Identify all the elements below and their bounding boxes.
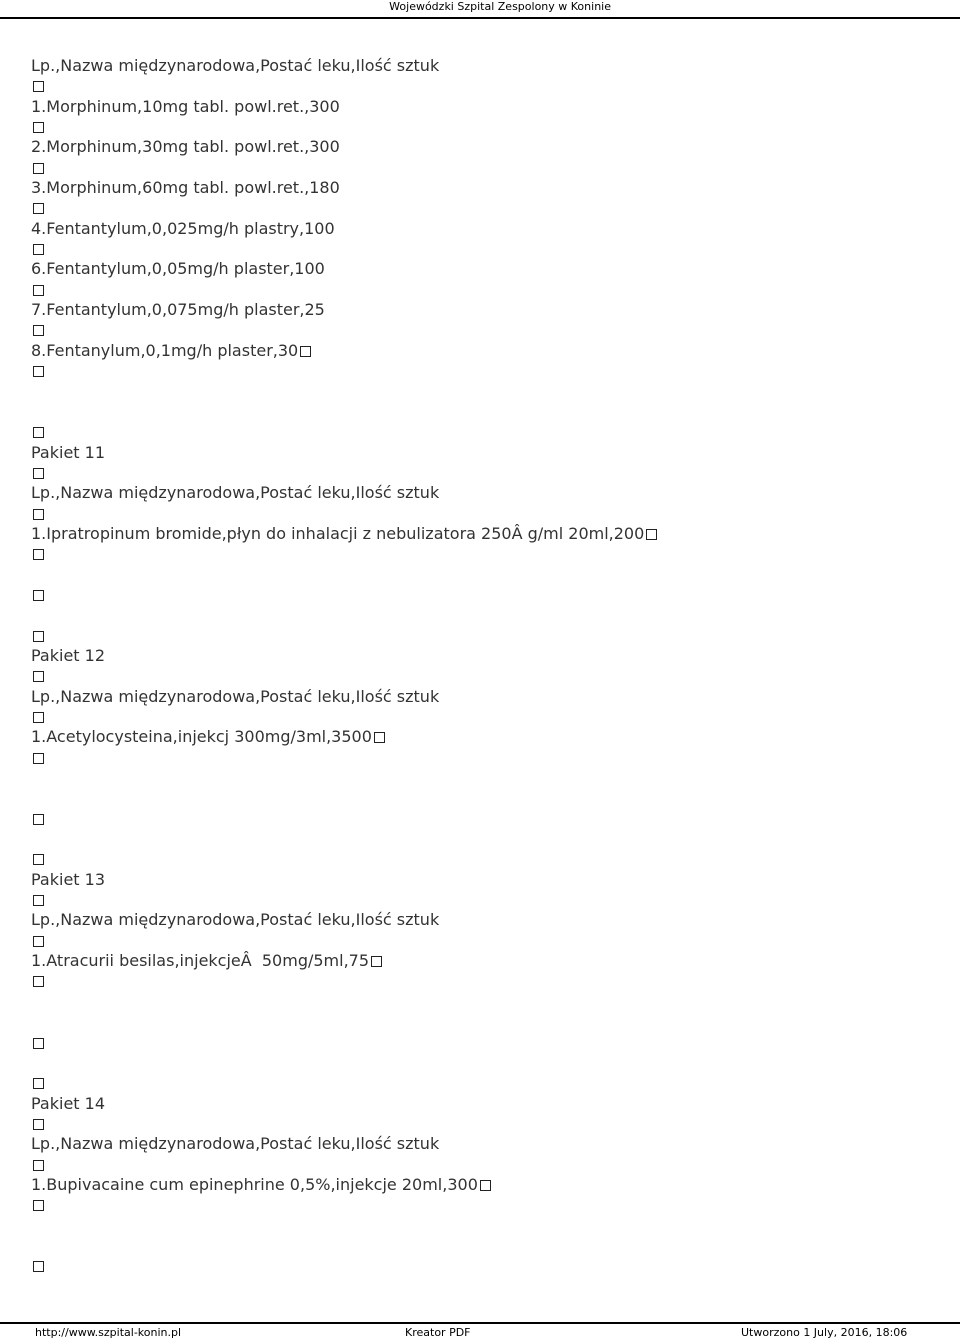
missing-glyph-box-icon bbox=[33, 1160, 44, 1171]
footer-generator: Kreator PDF bbox=[405, 1326, 471, 1339]
document-line bbox=[31, 992, 931, 1012]
document-line bbox=[31, 137, 931, 157]
document-line bbox=[31, 646, 931, 666]
document-line bbox=[31, 56, 931, 76]
document-line bbox=[31, 748, 931, 768]
line-text: 4.Fentantylum,0,025mg/h plastry,100 bbox=[31, 218, 335, 238]
document-line bbox=[31, 1236, 931, 1256]
document-line bbox=[31, 76, 931, 96]
document-line bbox=[31, 931, 931, 951]
document-line bbox=[31, 565, 931, 585]
document-line bbox=[31, 870, 931, 890]
missing-glyph-box-icon bbox=[480, 1180, 491, 1191]
document-line bbox=[31, 219, 931, 239]
line-text: Pakiet 13 bbox=[31, 869, 106, 889]
document-line bbox=[31, 768, 931, 788]
missing-glyph-box-icon bbox=[33, 122, 44, 133]
missing-glyph-box-icon bbox=[33, 753, 44, 764]
missing-glyph-box-icon bbox=[33, 1038, 44, 1049]
document-line bbox=[31, 524, 931, 544]
missing-glyph-box-icon bbox=[374, 732, 385, 743]
missing-glyph-box-icon bbox=[33, 590, 44, 601]
document-line bbox=[31, 1155, 931, 1175]
document-line bbox=[31, 910, 931, 930]
missing-glyph-box-icon bbox=[33, 814, 44, 825]
document-line bbox=[31, 97, 931, 117]
document-line bbox=[31, 951, 931, 971]
document-line bbox=[31, 1012, 931, 1032]
missing-glyph-box-icon bbox=[33, 549, 44, 560]
line-text: 8.Fentanylum,0,1mg/h plaster,30 bbox=[31, 340, 299, 360]
missing-glyph-box-icon bbox=[646, 529, 657, 540]
missing-glyph-box-icon bbox=[33, 244, 44, 255]
footer-divider bbox=[0, 1322, 960, 1324]
missing-glyph-box-icon bbox=[33, 203, 44, 214]
document-line bbox=[31, 320, 931, 340]
line-text: Lp.,Nazwa międzynarodowa,Postać leku,Ilość sztuk bbox=[31, 1134, 440, 1154]
document-line bbox=[31, 585, 931, 605]
document-line bbox=[31, 809, 931, 829]
line-text: 3.Morphinum,60mg tabl. powl.ret.,180 bbox=[31, 178, 340, 198]
document-line bbox=[31, 280, 931, 300]
document-line bbox=[31, 463, 931, 483]
missing-glyph-box-icon bbox=[33, 1119, 44, 1130]
document-line bbox=[31, 198, 931, 218]
document-line bbox=[31, 1216, 931, 1236]
document-line bbox=[31, 1053, 931, 1073]
header-divider bbox=[0, 17, 960, 19]
missing-glyph-box-icon bbox=[33, 976, 44, 987]
document-line bbox=[31, 443, 931, 463]
missing-glyph-box-icon bbox=[33, 671, 44, 682]
footer-created-date: Utworzono 1 July, 2016, 18:06 bbox=[741, 1326, 908, 1339]
line-text: 1.Morphinum,10mg tabl. powl.ret.,300 bbox=[31, 96, 340, 116]
document-line bbox=[31, 483, 931, 503]
document-line bbox=[31, 1033, 931, 1053]
document-line bbox=[31, 239, 931, 259]
document-line bbox=[31, 402, 931, 422]
line-text: 6.Fentantylum,0,05mg/h plaster,100 bbox=[31, 259, 325, 279]
line-text: 1.Bupivacaine cum epinephrine 0,5%,injekcje 20ml,300 bbox=[31, 1174, 478, 1194]
missing-glyph-box-icon bbox=[33, 936, 44, 947]
document-line bbox=[31, 890, 931, 910]
document-line bbox=[31, 1175, 931, 1195]
document-line bbox=[31, 727, 931, 747]
missing-glyph-box-icon bbox=[33, 366, 44, 377]
document-line bbox=[31, 1195, 931, 1215]
document-line bbox=[31, 605, 931, 625]
document-line bbox=[31, 158, 931, 178]
missing-glyph-box-icon bbox=[33, 427, 44, 438]
line-text: Lp.,Nazwa międzynarodowa,Postać leku,Ilość sztuk bbox=[31, 910, 440, 930]
document-line bbox=[31, 544, 931, 564]
line-text: 2.Morphinum,30mg tabl. powl.ret.,300 bbox=[31, 137, 340, 157]
missing-glyph-box-icon bbox=[300, 346, 311, 357]
document-line bbox=[31, 504, 931, 524]
missing-glyph-box-icon bbox=[33, 895, 44, 906]
missing-glyph-box-icon bbox=[33, 325, 44, 336]
document-line bbox=[31, 178, 931, 198]
document-line bbox=[31, 1094, 931, 1114]
missing-glyph-box-icon bbox=[33, 1261, 44, 1272]
document-body bbox=[31, 56, 931, 1277]
missing-glyph-box-icon bbox=[33, 712, 44, 723]
document-line bbox=[31, 666, 931, 686]
missing-glyph-box-icon bbox=[371, 956, 382, 967]
document-line bbox=[31, 626, 931, 646]
line-text: 7.Fentantylum,0,075mg/h plaster,25 bbox=[31, 300, 325, 320]
document-line bbox=[31, 788, 931, 808]
missing-glyph-box-icon bbox=[33, 81, 44, 92]
line-text: Pakiet 14 bbox=[31, 1093, 106, 1113]
document-line bbox=[31, 1256, 931, 1276]
missing-glyph-box-icon bbox=[33, 1200, 44, 1211]
line-text: Lp.,Nazwa międzynarodowa,Postać leku,Ilość sztuk bbox=[31, 56, 440, 75]
line-text: Pakiet 11 bbox=[31, 442, 106, 462]
document-line bbox=[31, 361, 931, 381]
missing-glyph-box-icon bbox=[33, 631, 44, 642]
line-text: Pakiet 12 bbox=[31, 645, 106, 665]
page-header-title: Wojewódzki Szpital Zespolony w Koninie bbox=[389, 0, 611, 13]
document-line bbox=[31, 259, 931, 279]
document-line bbox=[31, 422, 931, 442]
document-line bbox=[31, 707, 931, 727]
document-line bbox=[31, 971, 931, 991]
document-line bbox=[31, 117, 931, 137]
document-line bbox=[31, 382, 931, 402]
document-line bbox=[31, 849, 931, 869]
missing-glyph-box-icon bbox=[33, 285, 44, 296]
document-line bbox=[31, 829, 931, 849]
missing-glyph-box-icon bbox=[33, 1078, 44, 1089]
line-text: Lp.,Nazwa międzynarodowa,Postać leku,Ilość sztuk bbox=[31, 686, 440, 706]
missing-glyph-box-icon bbox=[33, 854, 44, 865]
line-text: Lp.,Nazwa międzynarodowa,Postać leku,Ilość sztuk bbox=[31, 483, 440, 503]
document-line bbox=[31, 300, 931, 320]
document-line bbox=[31, 1114, 931, 1134]
line-text: 1.Atracurii besilas,injekcjeÂ 50mg/5ml,75 bbox=[31, 951, 370, 971]
missing-glyph-box-icon bbox=[33, 163, 44, 174]
footer-url: http://www.szpital-konin.pl bbox=[35, 1326, 182, 1339]
document-line bbox=[31, 341, 931, 361]
document-line bbox=[31, 1134, 931, 1154]
document-line bbox=[31, 1073, 931, 1093]
missing-glyph-box-icon bbox=[33, 509, 44, 520]
missing-glyph-box-icon bbox=[33, 468, 44, 479]
line-text: 1.Ipratropinum bromide,płyn do inhalacji z nebulizatora 250Â g/ml 20ml,200 bbox=[31, 523, 645, 543]
line-text: 1.Acetylocysteina,injekcj 300mg/3ml,3500 bbox=[31, 727, 372, 747]
document-line bbox=[31, 687, 931, 707]
